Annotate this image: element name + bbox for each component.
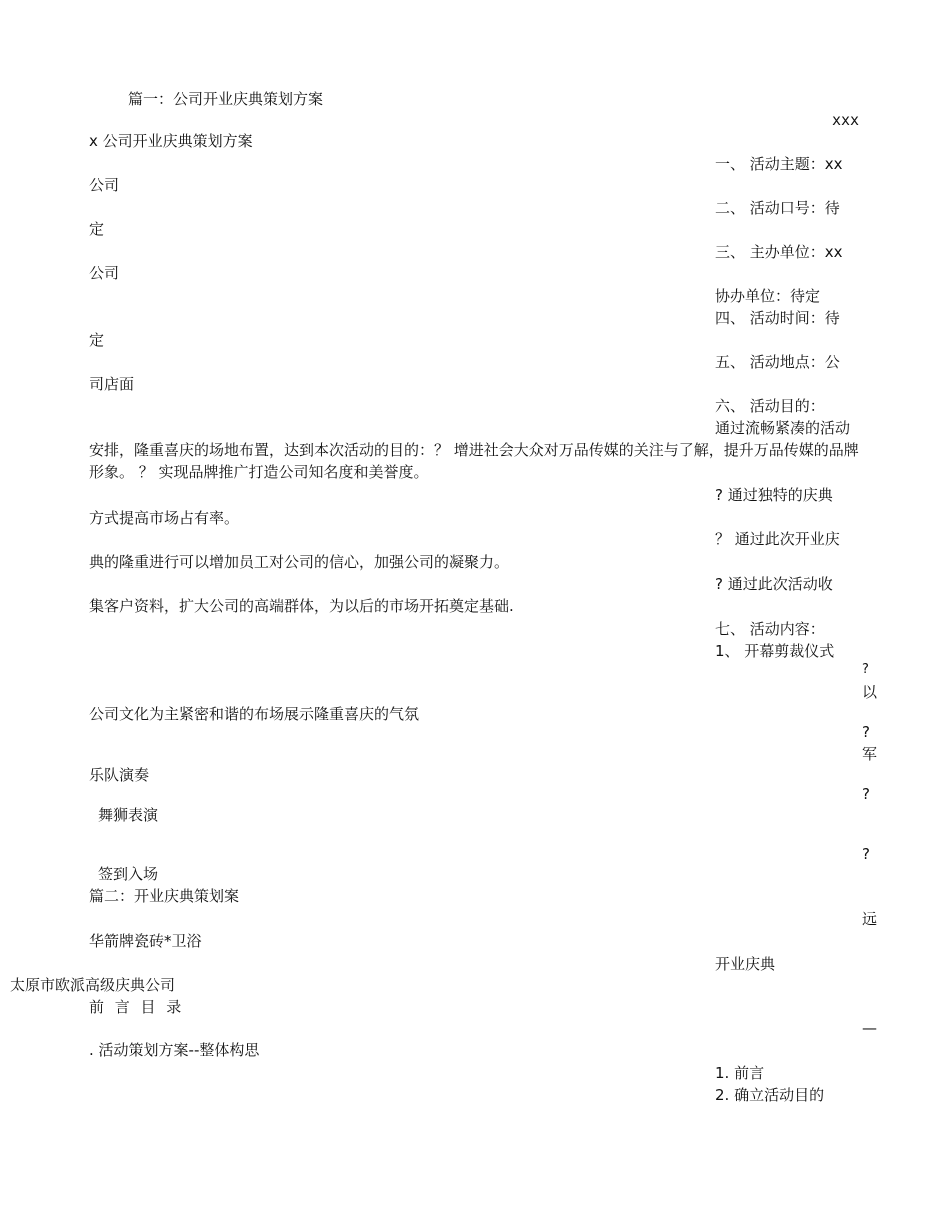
fragment-company-2: 公司	[89, 264, 120, 282]
edge-q-2: ?	[862, 723, 870, 741]
part1-heading: 篇一：公司开业庆典策划方案	[128, 90, 324, 108]
purpose-start: 通过流畅紧凑的活动	[715, 419, 851, 437]
edge-q-3: ?	[862, 785, 870, 803]
edge-jun: 军	[862, 745, 878, 763]
edge-q-4: ?	[862, 845, 870, 863]
item-location: 五、 活动地点：公	[715, 353, 840, 371]
bullet-2: ？ 通过此次开业庆	[715, 530, 840, 548]
toc-item-goal: 2. 确立活动目的	[715, 1086, 825, 1104]
bullet-1: ? 通过独特的庆典	[715, 486, 833, 504]
purpose-paragraph: 安排，隆重喜庆的场地布置，达到本次活动的目的：？ 增进社会大众对万品传媒的关注与了解，提升万品传媒的品牌形象。 ？ 实现品牌推广打造公司知名度和美誉度。	[89, 441, 859, 481]
edge-yi: 以	[862, 683, 878, 701]
item-content: 七、 活动内容：	[715, 620, 825, 638]
item-organizer: 三、 主办单位：xx	[715, 243, 843, 261]
content-opening-ceremony: 1、 开幕剪裁仪式	[715, 642, 835, 660]
item-slogan: 二、 活动口号：待	[715, 199, 840, 217]
bullet-2-continued: 典的隆重进行可以增加员工对公司的信心，加强公司的凝聚力。	[89, 553, 510, 571]
lion-dance: 舞狮表演	[98, 806, 159, 824]
corner-text: xxx	[832, 111, 860, 129]
fragment-ding-2: 定	[89, 331, 105, 349]
fragment-shopfront: 司店面	[89, 375, 135, 393]
sign-in: 签到入场	[98, 865, 159, 883]
part2-heading: 篇二：开业庆典策划案	[89, 887, 240, 905]
part1-subtitle: x 公司开业庆典策划方案	[89, 132, 253, 150]
edge-yuan: 远	[862, 910, 878, 928]
band-performance: 乐队演奏	[89, 766, 150, 784]
celebration-company: 太原市欧派高级庆典公司	[10, 976, 176, 994]
bullet-1-continued: 方式提高市场占有率。	[89, 509, 240, 527]
toc-title: 前 言 目 录	[89, 998, 182, 1016]
toc-item-preface: 1. 前言	[715, 1064, 765, 1082]
item-theme: 一、 活动主题：xx	[715, 155, 843, 173]
item-time: 四、 活动时间：待	[715, 309, 840, 327]
plan-overview: . 活动策划方案--整体构思	[89, 1041, 260, 1059]
fragment-company-1: 公司	[89, 176, 120, 194]
fragment-ding-1: 定	[89, 220, 105, 238]
edge-dash: —	[862, 1019, 877, 1037]
item-purpose: 六、 活动目的：	[715, 397, 825, 415]
bullet-3-continued: 集客户资料，扩大公司的高端群体，为以后的市场开拓奠定基础.	[89, 597, 514, 615]
opening-ceremony: 开业庆典	[715, 955, 776, 973]
bullet-3: ? 通过此次活动收	[715, 575, 833, 593]
brand-name: 华箭牌瓷砖*卫浴	[89, 932, 202, 950]
edge-q-1: ?	[862, 662, 869, 677]
culture-line: 公司文化为主紧密和谐的布场展示隆重喜庆的气氛	[89, 705, 420, 723]
item-co-organizer: 协办单位：待定	[715, 287, 821, 305]
